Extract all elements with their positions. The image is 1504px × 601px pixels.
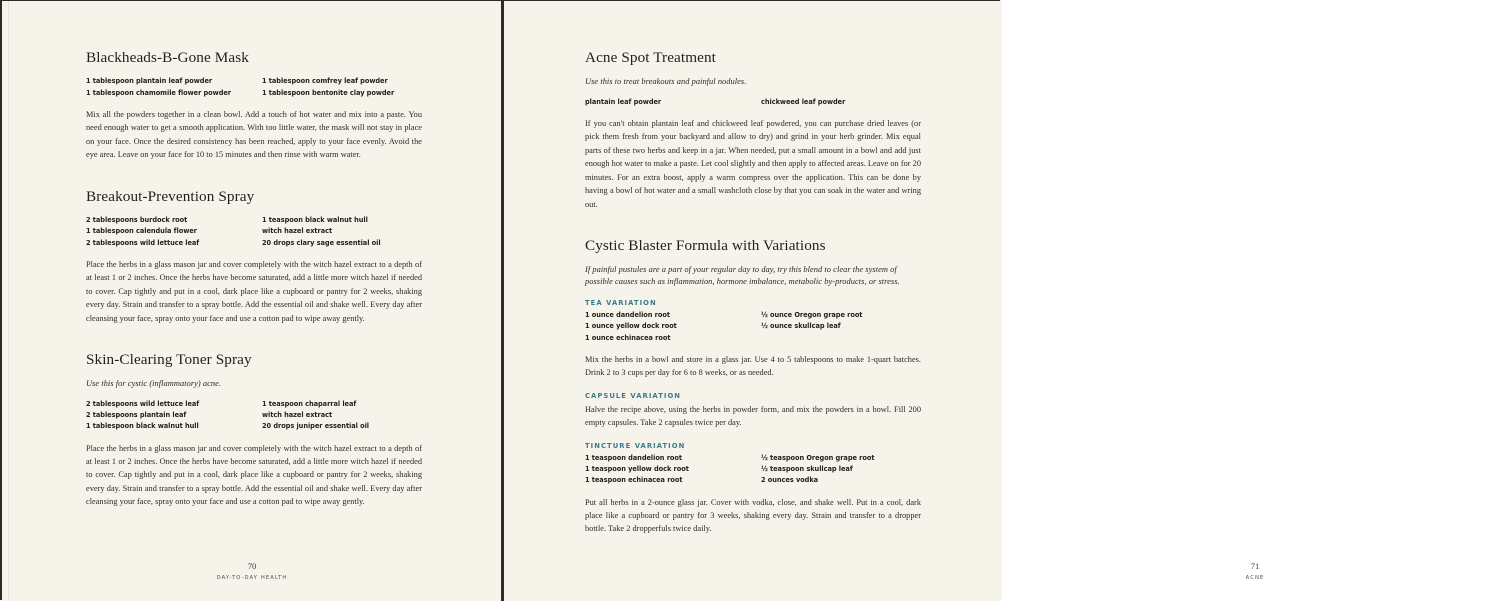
ingredient-item: witch hazel extract [262, 227, 333, 236]
section-spacer [86, 166, 422, 188]
variation-tincture [585, 442, 921, 536]
recipe-breakout-prevention-spray [86, 188, 422, 325]
left-page [2, 1, 502, 601]
variation-instructions: Mix the herbs in a bowl and store in a glass jar. Use 4 to 5 tablespoons to make 1-quart batches. Drink 2 to 3 cups per day for 6 to 8 weeks, or as needed. [585, 354, 921, 378]
recipe-instructions: Place the herbs in a glass mason jar and cover completely with the witch hazel extract to a depth of at least 1 or 2 inches. Once the herbs have become saturated, add a little more witch hazel if needed to cover. Cap tightly and put in a cool, dark place like a cupboard or pantry for 2 weeks, shaking every day. Strain and transfer to a spray bottle. Add the essential oil and shake well. Every day after cleansing your face, spray onto your face and use a cotton pad to wipe away gently. [86, 259, 422, 323]
variation-heading: CAPSULE VARIATION [585, 391, 682, 400]
ingredient-item: 1 tablespoon chamomile flower powder [86, 88, 231, 97]
section-spacer [585, 215, 921, 237]
ingredient-item: 2 tablespoons wild lettuce leaf [86, 238, 200, 247]
recipe-title: Skin-Clearing Toner Spray [86, 351, 252, 369]
book-gutter-spine [501, 1, 504, 601]
running-head: DAY-TO-DAY HEALTH [216, 575, 288, 581]
left-page-footer [2, 560, 502, 581]
ingredient-item: ½ ounce Oregon grape root [761, 310, 863, 319]
ingredient-item: 1 ounce dandelion root [585, 310, 670, 319]
recipe-subtitle: If painful pustules are a part of your regular day to day, try this blend to clear the system of possible causes such as inflammation, hormone imbalance, metabolic by-products, or stress. [585, 265, 900, 286]
section-spacer [86, 329, 422, 351]
ingredient-item: 1 tablespoon comfrey leaf powder [262, 77, 388, 86]
ingredient-item: 1 teaspoon yellow dock root [585, 464, 689, 473]
ingredient-list [585, 453, 921, 487]
recipe-title: Breakout-Prevention Spray [86, 187, 255, 205]
ingredient-item: ½ teaspoon Oregon grape root [761, 453, 875, 462]
ingredient-item: 1 tablespoon black walnut hull [86, 422, 199, 431]
recipe-skin-clearing-toner-spray [86, 351, 422, 509]
page-number: 71 [1250, 560, 1260, 571]
ingredient-item: witch hazel extract [262, 410, 333, 419]
recipe-title: Acne Spot Treatment [585, 49, 716, 66]
ingredient-item: 1 tablespoon calendula flower [86, 227, 197, 236]
recipe-blackheads-b-gone-mask [86, 49, 422, 162]
right-page-footer [1006, 560, 1504, 581]
variation-heading: TINCTURE VARIATION [585, 441, 686, 450]
ingredient-item: 20 drops clary sage essential oil [262, 238, 381, 247]
ingredient-item: 1 teaspoon dandelion root [585, 453, 682, 462]
ingredient-item: 1 teaspoon chaparral leaf [262, 399, 357, 408]
recipe-subtitle: Use this to treat breakouts and painful nodules. [585, 77, 747, 87]
recipe-title: Blackheads-B-Gone Mask [86, 49, 249, 66]
ingredient-item: 20 drops juniper essential oil [262, 422, 370, 431]
ingredient-item: 1 teaspoon black walnut hull [262, 215, 368, 224]
variation-heading: TEA VARIATION [585, 298, 657, 307]
ingredient-item: 2 tablespoons plantain leaf [86, 410, 187, 419]
ingredient-list [86, 399, 422, 433]
variation-instructions: Put all herbs in a 2-ounce glass jar. Cover with vodka, close, and shake well. Put in a cool, dark place like a cupboard or pantry for 3 weeks, shaking every day. Strain and transfer to a dropper bottle. Take 2 dropperfuls twice daily. [585, 497, 921, 534]
ingredient-item: 1 ounce echinacea root [585, 333, 671, 342]
recipe-instructions: Mix all the powders together in a clean bowl. Add a touch of hot water and mix into a paste. You need enough water to get a smooth application. With too little water, the mask will not stay in place on your face. Once the desired consistency has been reached, apply to your face evenly. Avoid the eye area. Leave on your face for 10 to 15 minutes and then rinse with warm water. [86, 109, 422, 160]
recipe-subtitle: Use this for cystic (inflammatory) acne. [86, 379, 222, 389]
ingredient-item: 1 tablespoon plantain leaf powder [86, 77, 213, 86]
recipe-instructions: If you can't obtain plantain leaf and chickweed leaf powdered, you can purchase dried leaves (or pick them fresh from your backyard and allow to dry) and grind in your herb grinder. Mix equal parts of these two herbs and keep in a jar. When needed, put a small amount in a bowl and add just enough hot water to make a paste. Let cool slightly and then apply to affected areas. Leave on for 20 minutes. For an extra boost, apply a warm compress over the application. This can be done by having a bowl of hot water and a small washcloth close by that you can soak in the water and wring out. [585, 118, 921, 209]
ingredient-item: ½ teaspoon skullcap leaf [761, 464, 853, 473]
page-number: 70 [247, 560, 257, 571]
ingredient-item: 1 teaspoon echinacea root [585, 476, 683, 485]
ingredient-item: 2 tablespoons wild lettuce leaf [86, 399, 200, 408]
ingredient-item: 1 tablespoon bentonite clay powder [262, 88, 395, 97]
ingredient-item: 2 tablespoons burdock root [86, 215, 188, 224]
variation-instructions: Halve the recipe above, using the herbs in powder form, and mix the powders in a bowl. Fill 200 empty capsules. Take 2 capsules twice per day. [585, 404, 921, 428]
ingredient-item: 1 ounce yellow dock root [585, 322, 677, 331]
ingredient-list [585, 97, 921, 108]
ingredient-item: plantain leaf powder [585, 97, 662, 106]
ingredient-list [585, 310, 921, 344]
ingredient-item: ½ ounce skullcap leaf [761, 322, 841, 331]
variation-capsule [585, 392, 921, 430]
right-page-content [585, 49, 921, 540]
recipe-cystic-blaster-formula [585, 237, 921, 536]
running-head: ACNE [1245, 575, 1265, 581]
recipe-acne-spot-treatment [585, 49, 921, 211]
right-page [504, 1, 1265, 601]
ingredient-list [86, 215, 422, 249]
ingredient-item: 2 ounces vodka [761, 476, 819, 485]
left-page-content [86, 49, 422, 513]
variation-tea [585, 299, 921, 380]
ingredient-item: chickweed leaf powder [761, 97, 846, 106]
recipe-instructions: Place the herbs in a glass mason jar and cover completely with the witch hazel extract to a depth of at least 1 or 2 inches. Once the herbs have become saturated, add a little more witch hazel if needed to cover. Cap tightly and put in a cool, dark place like a cupboard or pantry for 2 weeks, shaking every day. Strain and transfer to a spray bottle. Add the essential oil and shake well. Every day after cleansing your face, spray onto your face and use a cotton pad to wipe away gently. [86, 443, 422, 507]
recipe-title: Cystic Blaster Formula with Variations [585, 236, 826, 254]
page-edge-hairline [8, 1, 9, 601]
ingredient-list [86, 76, 422, 99]
